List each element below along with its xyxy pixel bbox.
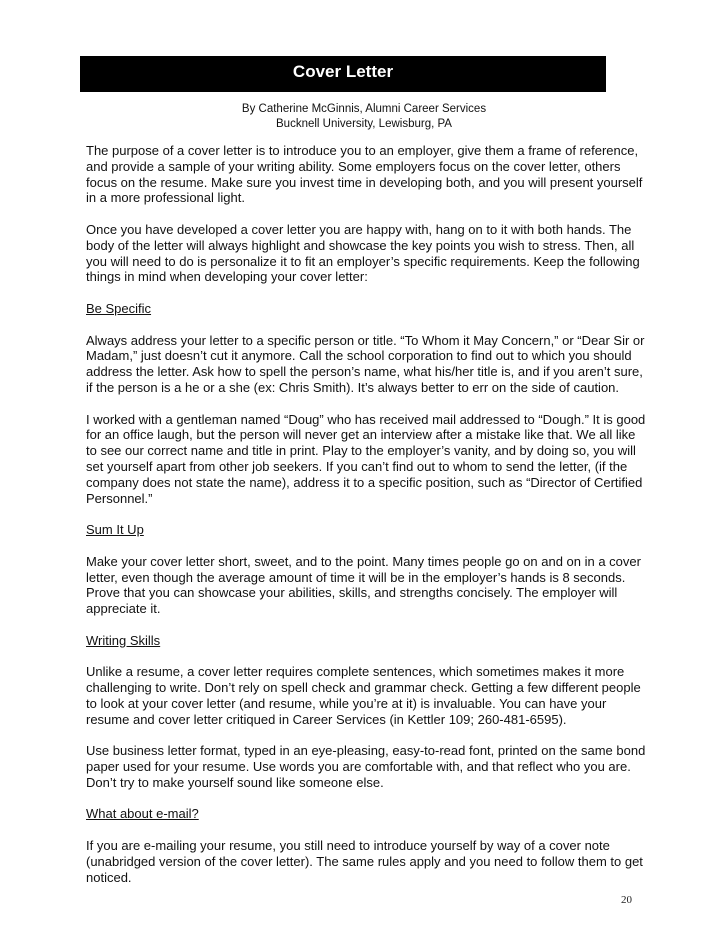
section-paragraph: Unlike a resume, a cover letter requires complete sentences, which sometimes makes it more challenging to write. Don’t rely on spell check and grammar check. Getting a few different people to look at your cover letter (and resume, while you’re at it) is invaluable. You can have your resume and cover letter critiqued in Career Services (in Kettler 109; 260-481-6595). xyxy=(86,664,641,727)
byline xyxy=(0,102,728,132)
section-paragraph: If you are e-mailing your resume, you still need to introduce yourself by way of a cover note (unabridged version of the cover letter). The same rules apply and you need to follow them to get noticed. xyxy=(86,838,643,885)
section-heading: Sum It Up xyxy=(86,522,144,538)
section-heading: Be Specific xyxy=(86,300,152,316)
title-banner xyxy=(80,56,606,92)
page-number: 20 xyxy=(621,894,632,906)
section-heading: What about e-mail? xyxy=(86,806,199,822)
section-paragraph: Make your cover letter short, sweet, and to the point. Many times people go on and on in a cover letter, even though the average amount of time it will be in the employer’s hands is 8 seconds. Prove that you can showcase your abilities, skills, and strengths concisely. The employer will appreciate it. xyxy=(86,553,641,617)
intro-paragraph: Once you have developed a cover letter you are happy with, hang on to it with both hands. The body of the letter will always highlight and showcase the key points you wish to stress. Then, all you will need to do is personalize it to fit an employer’s specific requirements. Keep the following things in mind when developing your cover letter: xyxy=(86,221,640,285)
section-paragraph: Use business letter format, typed in an eye-pleasing, easy-to-read font, printed on the same bond paper used for your resume. Use words you are comfortable with, and that reflect who you are. Don’t try to make yourself sound like someone else. xyxy=(86,743,646,790)
section-paragraph: Always address your letter to a specific person or title. “To Whom it May Concern,” or “Dear Sir or Madam,” just doesn’t cut it anymore. Call the school corporation to find out to which you should address the letter. Ask how to spell the person’s name, what his/her title is, and if you aren’t sure, if the person is a he or a she (ex: Chris Smith). It’s always better to err on the side of caution. xyxy=(86,332,645,395)
document-body xyxy=(86,143,646,901)
page-title: Cover Letter xyxy=(292,62,394,81)
byline-author: By Catherine McGinnis, Alumni Career Services xyxy=(241,103,487,115)
byline-affiliation: Bucknell University, Lewisburg, PA xyxy=(276,118,452,130)
section-paragraph: I worked with a gentleman named “Doug” who has received mail addressed to “Dough.” It is good for an office laugh, but the person will never get an interview after a mistake like that. We all like to see our correct name and title in print. Play to the employer’s vanity, and by doing so, you will set yourself apart from other job seekers. If you can’t find out to whom to send the letter, (if the company does not state the name), address it to a specific position, such as “Director of Certified Personnel.” xyxy=(86,411,646,506)
intro-paragraph: The purpose of a cover letter is to introduce you to an employer, give them a frame of reference, and provide a sample of your writing ability. Some employers focus on the cover letter, others focus on the resume. Make sure you invest time in developing both, and you will present yourself in a more professional light. xyxy=(86,143,643,206)
section-heading: Writing Skills xyxy=(86,632,161,648)
